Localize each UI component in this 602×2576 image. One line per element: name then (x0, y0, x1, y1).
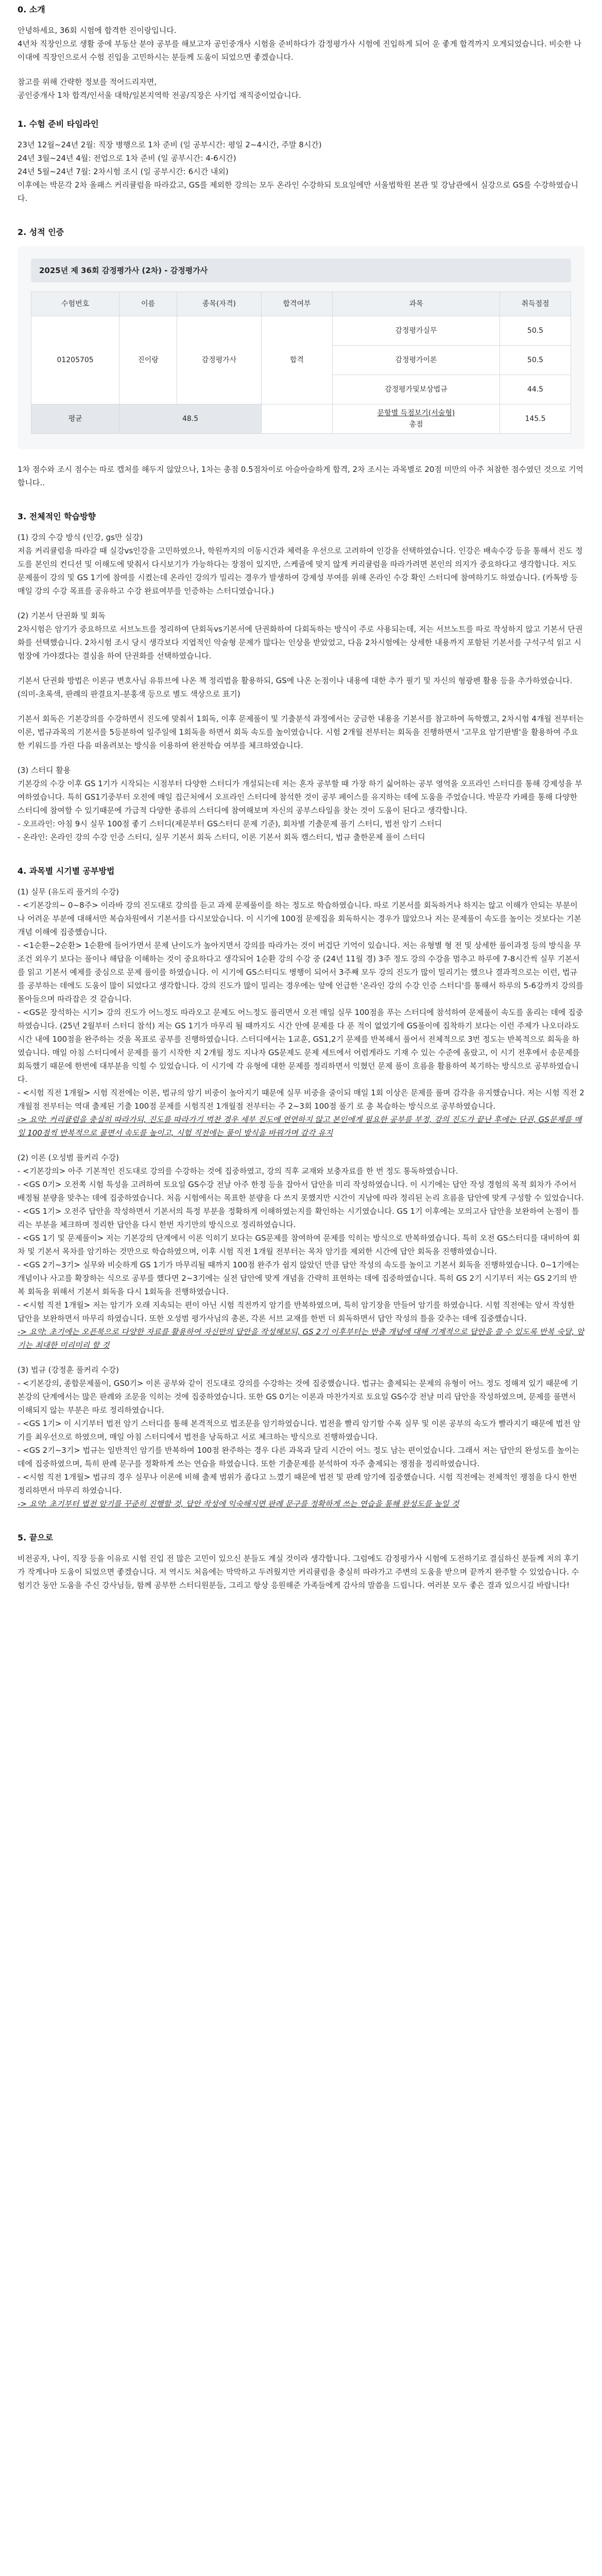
col-score: 취득점점 (500, 292, 571, 316)
subject-paragraph: - <GS 0기> 오전쪽 시험 특성을 고려하여 토요일 GS수강 전날 아주 한정 등을 잡아서 답안을 미리 작성하였습니다. 이 시기에는 답안 작성 경험의 목적 회차가 주어서 배정될 분량을 맞추는 데에 집중하였습니다. 처음 시험에서는 목표한 분량을 다 쓰지 못했지만 시간이 지남에 따라 정리된 논리 흐름을 답안에 맞게 구성할 수 있었습니다. (18, 1180, 584, 1202)
total-label: 총점 (409, 420, 423, 429)
score-card-title: 2025년 제 36회 감정평가사 (2차) - 감정평가사 (31, 259, 571, 282)
method-paragraph: 기본서 회독은 기본강의를 수강하면서 진도에 맞춰서 1회독, 이후 문제풀이 및 기출분석 과정에서는 궁금한 내용을 기본서를 참고하여 독학했고, 2차시험 4개월 전부터는 이론, 법규과목의 기본서를 5등분하여 일주일에 1회독을 하면서 회독 속도를 높이였습니다. 시험 2개월 전부터는 회독을 진행하면서 '고무요 암기판별'을 활용하여 주요한 키워드를 가린 다음 떠올려보는 방식을 이용하여 완전학습 여부를 체크하였습니다. (18, 714, 584, 750)
method-section (18, 510, 584, 844)
closing-paragraph: 비전공자, 나이, 직장 등을 이유로 시험 진입 전 많은 고민이 있으신 분들도 계실 것이라 생각합니다. 그럼에도 감정평가사 시험에 도전하기로 결심하신 분들께 저의 후기가 작게나마 도움이 되었으면 좋겠습니다. 저 역시도 처음에는 막막하고 두려웠지만 커리큘럼을 충실히 따라가고 주변의 도움을 받으며 끝까지 완주할 수 있었습니다. 수험기간 동안 도움을 주신 강사님들, 함께 공부한 스터디원분들, 그리고 항상 응원해준 가족들에게 감사의 말씀을 드립니다. 여러분 모두 좋은 결과 있으시길 바랍니다! (18, 1554, 579, 1590)
subject-score: 50.5 (500, 346, 571, 375)
subject-summary: -> 요약: 초기에는 오픈북으로 다양한 자료를 활용하여 자신만의 답안을 작성해보되, GS 2기 이후부터는 반출 개념에 대해 기계적으로 답안을 쓸 수 있도록 반복 숙달, 암기는 최대한 미리미리 할 것 (18, 1327, 584, 1350)
review-link-label: 문항별 득점보기(서술형) (377, 409, 455, 417)
candidate-name: 진이랑 (119, 316, 177, 404)
spacer-cell (261, 404, 332, 434)
col-name: 이름 (119, 292, 177, 316)
subject-paragraph: - <시험 직전 1개월> 저는 암기가 오래 지속되는 편이 아닌 시험 직전까지 암기를 반복하였으며, 특히 암기장을 만들어 암기를 하였습니다. 시험 직전에는 앞서 작성한 답안을 보완하면서 마무리 하였습니다. 또한 오성범 평가사님의 총론, 각론 서브 교재를 한번 더 회독하면서 답안 작성의 틀을 갖추는 데에 집중했습니다. (18, 1300, 575, 1323)
subject-name: 감정평가이론 (332, 346, 500, 375)
method-paragraph: 저음 커리큘럼을 따라갈 때 실강vs인강을 고민하였으나, 학원까지의 이동시간과 체력을 우선으로 고려하여 인강을 선택하였습니다. 인강은 배속수강 등을 통해서 진도 정도를 본인의 컨디션 및 이해도에 맞춰서 다시보기가 가능하다는 장점이 있지만, 스케쥴에 맞지 않게 커리큘럼을 따라가려면 본인의 의지가 중요하다고 생각합니다. 저도 문제풀이 강의 및 GS 1기에 참여를 시켰는데 온라인 강의가 밀리는 경우가 발생하여 강제성 부여를 위해 온라인 수강 확인 스터디에 참여하기도 하였습니다. (카톡방 등 매일 강의 수강 목표를 공유하고 수강 완료여부를 인증하는 스터디였습니다.) (18, 546, 583, 596)
scores-section (18, 226, 584, 489)
subject-paragraph: - <GS 1기> 이 시기부터 법전 암기 스터디를 통해 본격적으로 법조문을 암기하였습니다. 법전을 빨리 암기할 수록 실무 및 이론 공부의 속도가 빨라지기 때문에 법전 암기를 최우선으로 하였으며, 매일 아침 스터디에서 법전을 낭독하고 서로 체크하는 방식으로 진행하였습니다. (18, 1419, 581, 1442)
scores-heading: 2. 성적 인증 (18, 227, 64, 237)
method-heading: 3. 전체적인 학습방향 (18, 512, 96, 521)
method-paragraph: 기본강의 수강 이후 GS 1기가 시작되는 시점부터 다양한 스터디가 개설되는데 저는 혼자 공부할 때 가장 하기 싫어하는 공부 영역을 오프라인 스터디를 통해 강제성을 부여하였습니다. 특히 GS1기중부터 오전에 매일 집근처에서 오프라인 스터디에 참석한 것이 공부 페이스를 유지하는 데에 도움을 주었습니다. 박문각 카페를 통해 다양한 스터디에 참여할 수 있기때문에 가급적 다양한 종류의 스터디에 참여해보며 자신의 공부스타일을 찾는 것이 도움이 된다고 생각합니다. (18, 779, 582, 815)
subject-name: 감정평가및보상법규 (332, 375, 500, 404)
col-field: 종목(자격) (177, 292, 261, 316)
subject-paragraph: - <GS문 장석하는 시기> 강의 진도가 어느정도 따라오고 문제도 어느정도 풀리면서 오전 매일 실무 100점을 푸는 스터디에 참석하여 문제풀이 속도를 올리는 데에 집중하였습니다. (25년 2월부터 스터디 참석) 저는 GS 1기가 마무리 될 때까지도 시간 안에 문제를 다 푼 적이 없었기에 GS풀이에 집착하기 보다는 이런 주제가 나오더라도 시간 내에 100점을 완주하는 것을 목표로 공부를 진행하였습니다. 스터디에서는 1교훈, GS1,2기 문제를 반복해서 풀어서 전체적으로 3번 정도는 반복적으로 회독을 하였습니다. 매일 아침 스터디에서 문제를 풀기 시작한 지 2개월 정도 지나자 GS문제도 문제 세트에서 어렵게라도 기재 수 있는 수준에 올랐고, 이 시기 전후에서 송문제를 회독했기 때문에 한번에 대부분을 익힐 수 있었습니다. 이 시기에 각 유형에 대한 문제를 정리하면서 익혔던 문제 풀이 흐름을 활용하여 복기하는 방식으로 공부하였습니다. (18, 1008, 583, 1084)
subject-paragraph: - <기본강의~ 0~8주> 이라바 강의 진도대로 강의를 듣고 과제 문제풀이를 하는 정도로 학습하였습니다. 따로 기본서를 회독하거나 하지는 않고 이해가 안되는 부분이나 어려운 부분에 대해서만 복습차원에서 기본서를 다시보았습니다. 이 시기에 100점 문제집을 회독하시는 경우가 많았으나 저는 문제풀이 속도를 높이는 것보다는 기본 개념 이해에 집중했습니다. (18, 901, 581, 937)
col-subject: 과목 (332, 292, 500, 316)
subject-paragraph: - <1순환~2순환> 1순환에 들어가면서 문제 난이도가 높아지면서 강의를 따라가는 것이 버겁단 기억이 있습니다. 저는 유형별 형 전 및 상세한 풀이과정 등의 방식을 무조건 외우기 보다는 풀이나 해답을 이해하는 것이 중요하다고 생각되어 1순환 강의 수강 중 (24년 11월 경) 3주 정도 강의 수강을 멈추고 하루에 7-8시간씩 실무 기본서를 읽고 기본서 예제를 중심으로 문제 풀이를 하였습니다. 이 시기에 GS스터디도 병행이 되어서 3주째 모두 강의 진도가 많이 밀리기는 했으나 결과적으로는 이런, 법규를 공부하는 데에도 도움이 많이 되었다고 생각합니다. 강의 진도가 많이 밀리는 경우에는 앞에 언급한 '온라인 강의 수강 인증 스터디'를 통해서 하루의 5-6강까지 강의를 몰아들으며 따라잡은 것 같습니다. (18, 941, 583, 1004)
total-value: 145.5 (500, 404, 571, 434)
timeline-item: 23년 12월~24년 2월: 직장 병행으로 1차 준비 (일 공부시간: 평일 2~4시간, 주말 8시간) (18, 140, 322, 149)
subject-paragraph: - <GS 1기 및 문제풀이> 저는 기본강의 단계에서 이론 익히기 보다는 GS문제를 참여하여 문제를 익히는 방식으로 반복하였습니다. 특히 오전 GS스터디를 대비하여 회차 및 기본서 목차를 암기하는 것만으로 학습하였으며, 이후 시험 직전 1개월 전부터는 목차 암기를 제외한 시간에 답안 회독을 진행하였습니다. (18, 1233, 580, 1256)
timeline-section (18, 117, 584, 205)
subject-paragraph: - <기본강의, 종합문제풀이, GS0기> 이론 공부와 같이 진도대로 강의를 수강하는 것에 집중했습니다. 법규는 출제되는 문제의 유형이 어느 정도 정해져 있기 때문에 기본강의 단계에서는 많은 판례와 조문을 익히는 것에 집중하였습니다. 또한 GS 0기는 이론과 마찬가지로 토요일 GS수강 전날 미리 답안을 작성하였으며, 문제를 풀면서 이해되지 않는 부분은 따로 정리하였습니다. (18, 1379, 578, 1415)
subject-score: 50.5 (500, 316, 571, 346)
intro-line: 공인중개사 1차 합격/인서울 대학/일본지역학 전공/직장은 사기업 재직중이었습니다. (18, 91, 301, 100)
exam-no: 01205705 (31, 316, 119, 404)
subject-subtitle: (2) 이론 (오성범 풀커리 수강) (18, 1153, 119, 1162)
intro-line: 참고를 위해 간략한 정보를 적어드리자면, (18, 77, 157, 87)
average-value: 48.5 (119, 404, 262, 434)
timeline-item: 이후에는 박문각 2차 올패스 커리큘럼을 따라갔고, GS를 제외한 강의는 모두 온라인 수강하되 토요일에만 서울법학원 본관 및 강남관에서 실강으로 GS를 수강하였습니다. (18, 180, 579, 203)
subject-subtitle: (3) 법규 (강정훈 풀커리 수강) (18, 1365, 119, 1375)
subject-name: 감정평가실무 (332, 316, 500, 346)
score-card (18, 246, 584, 449)
intro-section (18, 3, 584, 102)
review-link[interactable] (332, 404, 500, 434)
method-paragraph: 2차시험은 암기가 중요하므로 서브노트를 정리하여 단회독vs기본서에 단권화하여 다회독하는 방식이 주로 사용되는데, 저는 서브노트를 따로 작성하지 않고 기본서 단권화를 선택했습니다. 2차시험 조시 당시 생각보다 지엽적인 악술형 문제가 많다는 인상을 받았었고, 다음 2차시험에는 상세한 내용까지 포함된 기본서를 구석구석 읽고 시험장에 가야겠다는 결심을 하여 단권화를 선택하였습니다. (18, 624, 583, 660)
subjects-heading: 4. 과목별 시기별 공부방법 (18, 866, 115, 876)
subject-summary: -> 요약: 초기부터 법전 암기를 꾸준히 진행할 것, 답안 작성에 익숙해지면 판례 문구를 정확하게 쓰는 연습을 통해 완성도를 높일 것 (18, 1499, 459, 1509)
col-result: 합격여부 (261, 292, 332, 316)
closing-heading: 5. 끝으로 (18, 1533, 54, 1543)
intro-line: 안녕하세요, 36회 시험에 합격한 진이랑입니다. (18, 26, 177, 35)
score-table (31, 292, 571, 434)
exam-field: 감정평가사 (177, 316, 261, 404)
timeline-heading: 1. 수험 준비 타임라인 (18, 119, 99, 129)
subject-summary: -> 요약: 커리큘럼을 충실히 따라가되, 진도를 따라가기 벅찬 경우 세부 진도에 연연하지 않고 본인에게 필요한 공부를 부정, 강의 진도가 끝난 후에는 단권, GS문제를 매일 100점씩 반복적으로 풀면서 속도를 높이고, 시험 직전에는 풀이 방식을 바꿔가며 감각 유지 (18, 1115, 582, 1138)
intro-line: 4년차 직장인으로 생활 중에 부동산 분야 공부를 해보고자 공인중개사 시험을 준비하다가 감정평가사 시험에 진입하게 되어 운 좋게 합격까지 오게되었습니다. 비슷한 나이대에 직장인으로서 수험 진입을 고민하시는 분들께 도움이 되었으면 좋겠습니다. (18, 39, 581, 62)
study-list-item: - 온라인: 온라인 강의 수강 인증 스터디, 실무 기본서 회독 스터디, 이론 기본서 회독 캠스터디, 법규 출한문제 풀이 스터디 (18, 833, 425, 842)
subject-paragraph: - <GS 1기> 오전주 답안을 작성하면서 기본서의 특정 부분을 정확하게 이해하였는지를 확인하는 시기였습니다. GS 1기 이후에는 모의고사 답안을 보완하여 논점이 틀리는 부분을 체크하며 정리한 답안을 다시 한번 자기만의 방식으로 정리하였습니다. (18, 1207, 579, 1229)
subject-paragraph: - <기본강의> 아주 기본적인 진도대로 강의를 수강하는 것에 집중하였고, 강의 직후 교재와 보충자료를 한 번 정도 통독하였습니다. (18, 1166, 458, 1176)
pass-result: 합격 (261, 316, 332, 404)
average-label: 평균 (31, 404, 119, 434)
intro-heading: 0. 소개 (18, 5, 45, 14)
subject-paragraph: - <시험 직전 1개월> 법규의 경우 실무나 이론에 비해 출제 범위가 좁다고 느꼈기 때문에 법전 및 판례 암기에 집중했습니다. 시험 직전에는 전체적인 쟁점을 다시 한번 정리하면서 마무리 하였습니다. (18, 1472, 577, 1495)
closing-section (18, 1531, 584, 1592)
study-list-item: - 오프라인: 아침 9시 실무 100점 좋기 스터디(제문부터 GS스터디 문제 기준), 회차별 기출문제 풀기 스터디, 법전 암기 스터디 (18, 819, 442, 828)
totals-row (31, 404, 571, 434)
method-paragraph: 기본서 단권화 방법은 이론규 변호사님 유튜브에 나온 책 정리법을 활용하되, GS에 나온 논점이나 내용에 대한 추가 필기 및 자신의 형광펜 활용 등을 추가하였습니다. (의미-초록색, 판례의 판결요지-분홍색 등으로 별도 색상으로 표기) (18, 676, 573, 699)
timeline-item: 24년 3월~24년 4월: 전업으로 1차 준비 (일 공부시간: 4-6시간) (18, 154, 236, 163)
subject-subtitle: (1) 실무 (유도리 풀거의 수강) (18, 887, 119, 896)
score-table-header (31, 292, 571, 316)
subjects-section (18, 865, 584, 1511)
method-subtitle: (3) 스터디 활용 (18, 766, 71, 775)
subject-score: 44.5 (500, 375, 571, 404)
method-subtitle: (2) 기본서 단권화 및 회독 (18, 611, 106, 620)
subject-paragraph: - <GS 2기~3기> 법규는 일반적인 암기를 반복하여 100점 완주하는 경우 다른 과목과 달리 시간이 어느 정도 남는 편이었습니다. 그래서 저는 답안의 완성도를 높이는 데에 집중하였으며, 특히 판례 문구를 정확하게 쓰는 연습을 하였습니다. 또한 기출문제를 분석하여 자주 출제되는 쟁점을 정리하였습니다. (18, 1446, 580, 1468)
scores-note: 1차 점수와 조시 점수는 따로 캡처를 해두지 않았으나, 1차는 총점 0.5점차이로 아슬아슬하게 합격, 2차 조시는 과목별로 20점 미만의 아주 처참한 점수였던 것으로 기억합니다.. (18, 465, 583, 487)
subject-paragraph: - <시험 직전 1개월> 시험 직전에는 이론, 법규의 암기 비중이 높아지기 때문에 실무 비중을 줄이되 매일 1회 이상은 문제를 풀며 감각을 유지했습니다. 저는 시험 직전 2개월점 전부터는 역대 출제된 기출 100점 문제를 시험직전 1개월점 전부터는 주 2~3회 100점 풀기 로 총 복습하는 방식으로 공부하였습니다. (18, 1088, 584, 1111)
col-exam-no: 수험번호 (31, 292, 119, 316)
timeline-item: 24년 5월~24년 7월: 2차시험 조시 (일 공부시간: 6시간 내외) (18, 167, 229, 176)
table-row (31, 316, 571, 346)
method-subtitle: (1) 강의 수강 방식 (인강, gs만 실강) (18, 533, 143, 542)
subject-paragraph: - <GS 2기~3기> 실무와 비슷하게 GS 1기가 마무리될 때까지 100점 완주가 쉽지 않았던 만큼 답안 작성의 속도를 높이고 기본서 회독을 진행하였습니다. 0~1기에는 개념이나 사고를 확장하는 식으로 공부를 했다면 2~3기에는 실전 답안에 맞게 개념을 간략히 표현하는 데에 집중하였습니다. 특히 GS 2기 시기부터 저는 GS 2기의 반복 회독을 위해서 기본서 회독을 다시 1회독을 진행하였습니다. (18, 1260, 579, 1296)
